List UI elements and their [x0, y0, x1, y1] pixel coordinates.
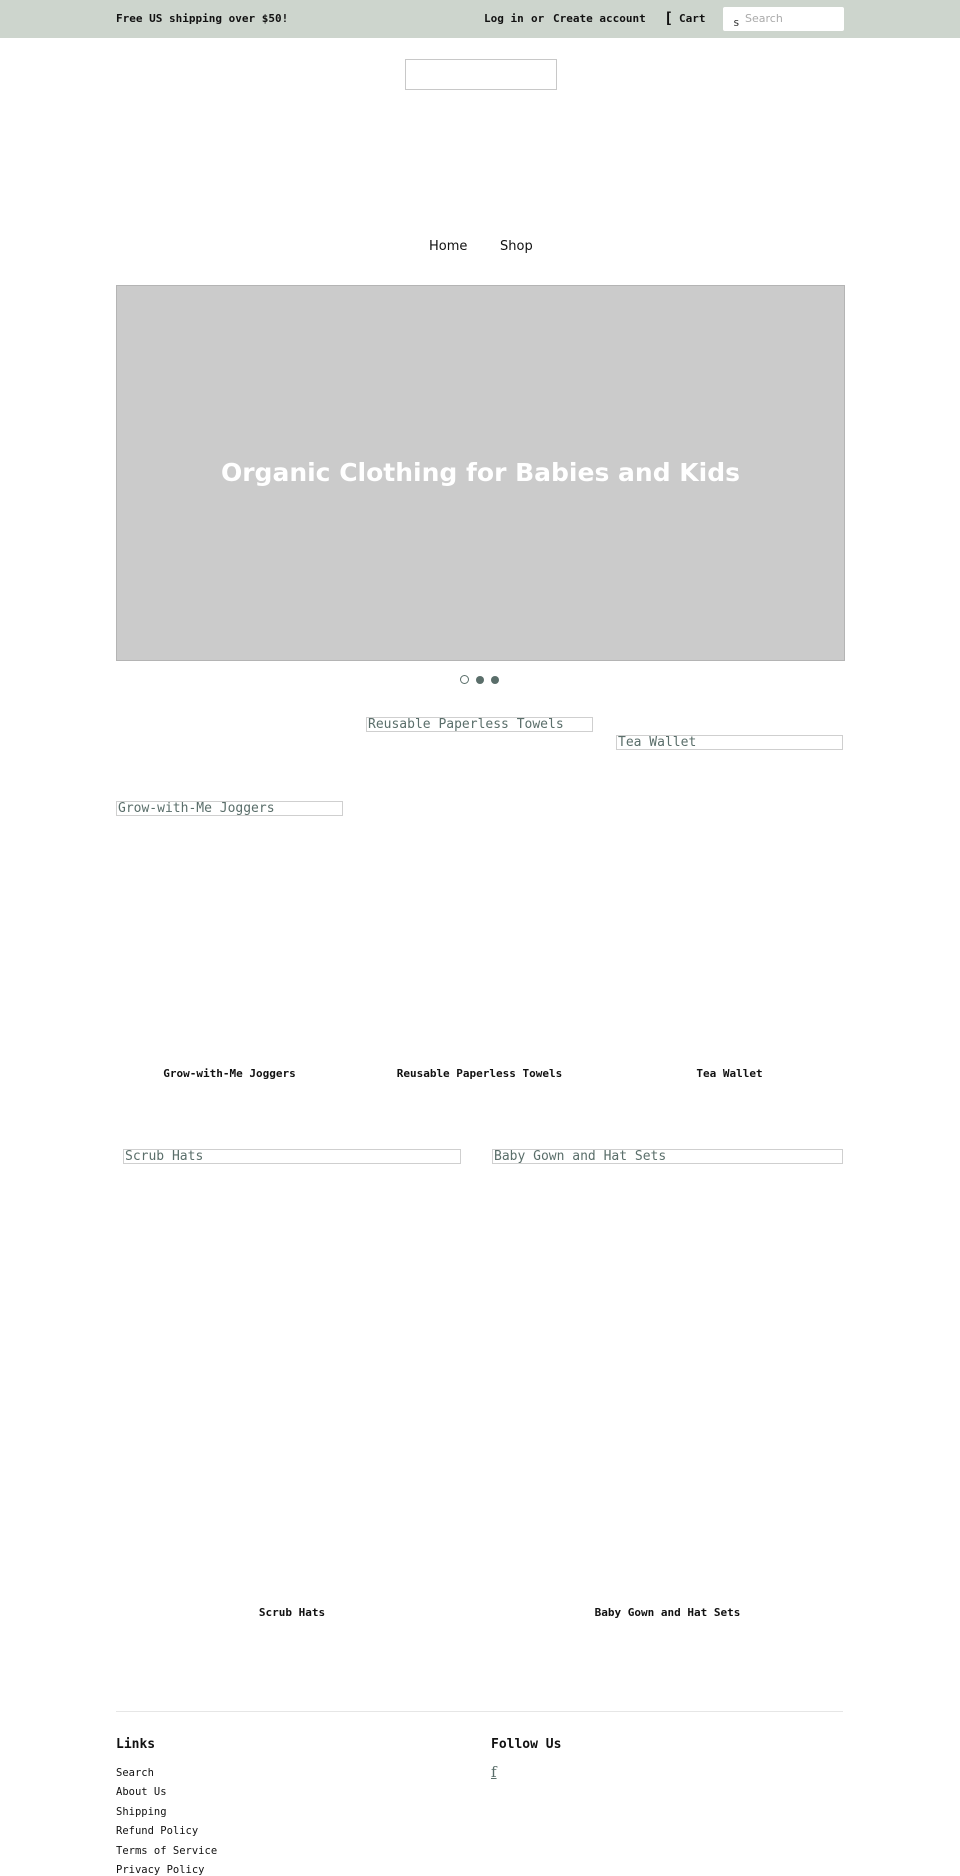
create-account-link[interactable]: Create account: [553, 12, 646, 25]
product-image-tea-wallet[interactable]: Tea Wallet: [616, 735, 843, 750]
announcement-bar: [0, 0, 960, 38]
product-title-joggers[interactable]: Grow-with-Me Joggers: [163, 1067, 296, 1080]
cart-link[interactable]: Cart: [679, 12, 706, 25]
search-input[interactable]: [745, 8, 840, 28]
footer-link-privacy[interactable]: Privacy Policy: [116, 1864, 205, 1876]
footer-link-shipping[interactable]: Shipping: [116, 1806, 167, 1818]
or-separator: or: [531, 12, 545, 25]
footer-link-about[interactable]: About Us: [116, 1786, 167, 1798]
collection-image-gown-sets[interactable]: Baby Gown and Hat Sets: [492, 1149, 843, 1164]
product-image-joggers[interactable]: Grow-with-Me Joggers: [116, 801, 343, 816]
hero-title: Organic Clothing for Babies and Kids: [220, 458, 741, 487]
product-title-towels[interactable]: Reusable Paperless Towels: [396, 1067, 563, 1080]
footer-follow-heading: Follow Us: [491, 1737, 562, 1752]
hero-slideshow[interactable]: [116, 285, 845, 661]
slide-dot-1[interactable]: [460, 675, 469, 684]
footer-link-terms[interactable]: Terms of Service: [116, 1845, 218, 1857]
cart-icon[interactable]: [: [664, 9, 674, 27]
nav-item-shop[interactable]: Shop: [500, 239, 533, 254]
store-logo[interactable]: [405, 59, 557, 90]
footer-links-heading: Links: [116, 1737, 156, 1752]
footer-divider: [116, 1711, 843, 1712]
collection-image-scrub-hats[interactable]: Scrub Hats: [123, 1149, 461, 1164]
nav-item-home[interactable]: Home: [429, 239, 468, 254]
slide-dot-3[interactable]: [491, 676, 499, 684]
collection-title-gown-sets[interactable]: Baby Gown and Hat Sets: [594, 1606, 741, 1619]
login-link[interactable]: Log in: [484, 12, 524, 25]
facebook-icon[interactable]: f: [491, 1763, 497, 1781]
product-image-towels[interactable]: Reusable Paperless Towels: [366, 717, 593, 732]
product-title-tea-wallet[interactable]: Tea Wallet: [696, 1067, 763, 1080]
search-icon[interactable]: s: [733, 16, 740, 29]
shipping-promo: Free US shipping over $50!: [116, 12, 289, 25]
footer-link-search[interactable]: Search: [116, 1767, 154, 1779]
slide-dot-2[interactable]: [476, 676, 484, 684]
footer-link-refund[interactable]: Refund Policy: [116, 1825, 199, 1837]
collection-title-scrub-hats[interactable]: Scrub Hats: [258, 1606, 326, 1619]
